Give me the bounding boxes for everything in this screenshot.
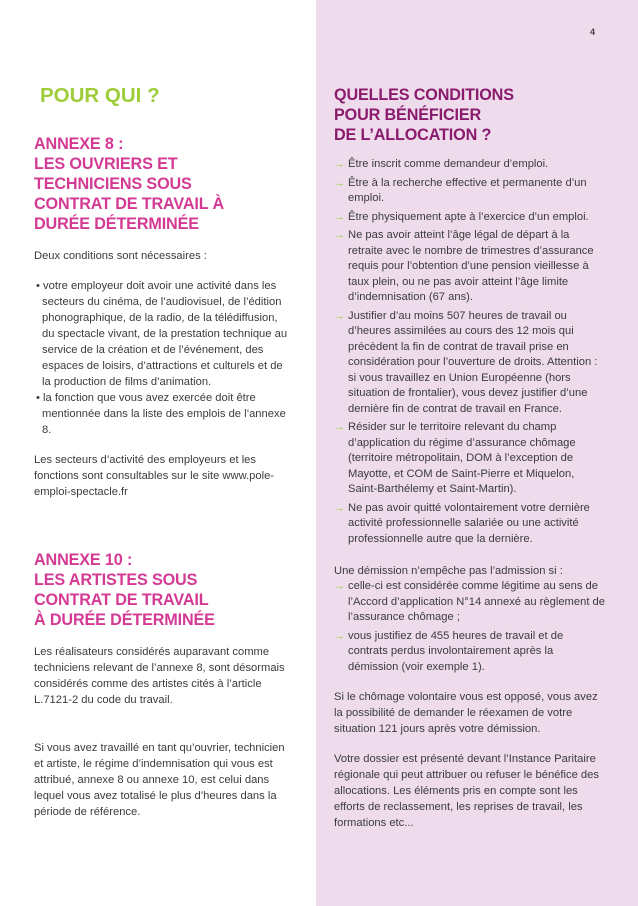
list-item [334, 176, 606, 207]
arrow-right-icon [334, 309, 345, 325]
list-item [334, 228, 606, 306]
annexe-8-title [34, 134, 290, 234]
annexe-10-title-line: LES ARTISTES SOUS [34, 571, 198, 589]
annexe-10-title-line: À DURÉE DÉTERMINÉE [34, 611, 215, 629]
demission-list [334, 579, 606, 675]
condition-text: Résider sur le territoire relevant du champ d’application du régime d’assurance chômage (territoire métropolitain, DOM à l’exception de Mayotte, et COM de Saint-Pierre et Miquelon, Saint-Barthélemy et Saint-Martin). [348, 421, 576, 495]
annexe-10-title [34, 550, 290, 630]
annexe-8-title-line: DURÉE DÉTERMINÉE [34, 215, 199, 233]
annexe-8-note: Les secteurs d’activité des employeurs et les fonctions sont consultables sur le site www.pole-emploi-spectacle.fr [34, 454, 275, 498]
list-item [334, 210, 606, 226]
demission-text: vous justifiez de 455 heures de travail et de contrats perdus involontairement après la démission (voir exemple 1). [348, 629, 564, 673]
arrow-right-icon [334, 579, 345, 595]
condition-text: Ne pas avoir atteint l’âge légal de départ à la retraite avec le nombre de trimestres d’assurance requis pour l’obtention d’une pension vieillesse à taux plein, ou ne pas avoir atteint l’âge limite d’indemnisation (67 ans). [348, 229, 594, 303]
condition-text: Être inscrit comme demandeur d’emploi. [348, 158, 549, 170]
annexe-8-section [34, 134, 290, 500]
conditions-title-line: DE L’ALLOCATION ? [334, 126, 492, 144]
page-number: 4 [590, 27, 596, 37]
left-column [34, 84, 290, 820]
annexe-8-title-line: LES OUVRIERS ET [34, 155, 178, 173]
list-item [334, 420, 606, 498]
arrow-right-icon [334, 420, 345, 436]
annexe-10-title-line: CONTRAT DE TRAVAIL [34, 591, 209, 609]
dossier-paragraph: Votre dossier est présenté devant l’Instance Paritaire régionale qui peut attribuer ou refuser le bénéfice des allocations. Les éléments pris en compte sont les efforts de reclassement, les reprises de travail, les formations etc... [334, 753, 599, 829]
condition-text: Être à la recherche effective et permanente d’un emploi. [348, 176, 587, 204]
chomage-paragraph: Si le chômage volontaire vous est opposé, vous avez la possibilité de demander le réexamen de votre situation 121 jours après votre démission. [334, 691, 598, 735]
conditions-list [334, 157, 606, 547]
annexe-10-paragraph: Si vous avez travaillé en tant qu’ouvrier, technicien et artiste, le régime d’indemnisation qui vous est attribué, annexe 8 ou annexe 10, est celui dans lequel vous avez totalisé le plus d’heures dans la période de référence. [34, 742, 285, 818]
arrow-right-icon [334, 228, 345, 244]
demission-text: celle-ci est considérée comme légitime au sens de l’Accord d’application N°14 annexé au règlement de l’assurance chômage ; [348, 580, 605, 623]
condition-text: Être physiquement apte à l’exercice d’un emploi. [348, 210, 589, 223]
list-item [334, 309, 606, 418]
annexe-10-section [34, 550, 290, 820]
annexe-8-conditions-list [34, 278, 290, 438]
list-item [334, 629, 606, 676]
annexe-10-title-line: ANNEXE 10 : [34, 551, 133, 569]
arrow-right-icon [334, 501, 345, 517]
conditions-title-line: POUR BÉNÉFICIER [334, 106, 482, 124]
arrow-right-icon [334, 176, 345, 192]
list-item: • votre employeur doit avoir une activité dans les secteurs du cinéma, de l’audiovisuel, de l’édition phonographique, de la radio, de la télédiffusion, du spectacle vivant, de la prestation technique au service de la création et de l’événement, des espaces de loisirs, d’attractions et culturels et de la production de films d’animation. [36, 280, 288, 388]
annexe-8-title-line: CONTRAT DE TRAVAIL À [34, 195, 225, 213]
annexe-8-intro: Deux conditions sont nécessaires : [34, 250, 207, 262]
arrow-right-icon [334, 157, 345, 173]
arrow-right-icon [334, 210, 345, 226]
section-heading-pour-qui: POUR QUI ? [40, 84, 160, 107]
annexe-10-paragraph: Les réalisateurs considérés auparavant comme techniciens relevant de l’annexe 8, sont désormais considérés comme des artistes cités à l’article L.7121-2 du code du travail. [34, 646, 285, 706]
condition-text: Ne pas avoir quitté volontairement votre dernière activité professionnelle salariée ou une activité professionnelle autre que la dernière. [348, 501, 590, 545]
arrow-right-icon [334, 629, 345, 645]
list-item: • la fonction que vous avez exercée doit être mentionnée dans la liste des emplois de l’annexe 8. [36, 392, 286, 436]
annexe-8-title-line: ANNEXE 8 : [34, 135, 124, 153]
conditions-title-line: QUELLES CONDITIONS [334, 86, 514, 104]
list-item [334, 579, 606, 626]
conditions-title [334, 85, 606, 145]
list-item [334, 501, 606, 548]
list-item [334, 157, 606, 173]
condition-text: Justifier d’au moins 507 heures de travail ou d’heures assimilées au cours des 12 mois qui précèdent la fin de contrat de travail prise en considération pour l’ouverture de droits. Attention : si vous travaillez en Union Européenne (hors situation de frontalier), vous devez justifier d’une dernière fin de contrat de travail en France. [348, 309, 598, 415]
demission-intro: Une démission n’empêche pas l’admission si : [334, 565, 563, 577]
right-column [334, 85, 606, 831]
annexe-8-title-line: TECHNICIENS SOUS [34, 175, 192, 193]
